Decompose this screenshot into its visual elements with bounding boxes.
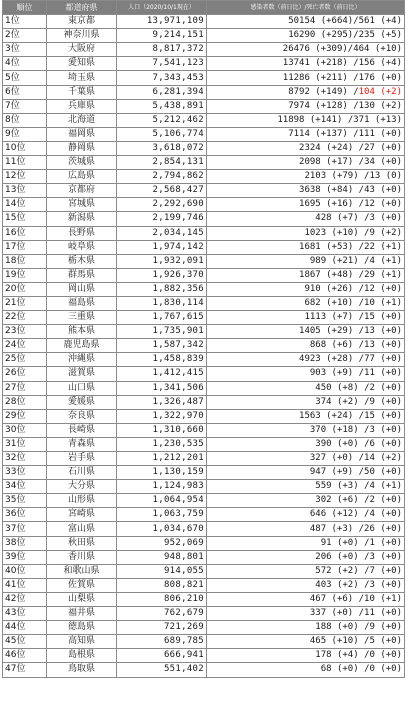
table-row <box>3 621 405 635</box>
prefecture-cell: 千葉県 <box>47 85 117 99</box>
table-row <box>3 578 405 592</box>
rank-cell: 32位 <box>3 452 47 466</box>
population-cell: 7,343,453 <box>117 71 207 85</box>
rank-cell: 4位 <box>3 57 47 71</box>
prefecture-cell: 福井県 <box>47 607 117 621</box>
population-cell: 1,932,091 <box>117 254 207 268</box>
cases-deaths-cell: 1695 (+16) /12 (+0) <box>207 198 405 212</box>
rank-cell: 44位 <box>3 621 47 635</box>
deaths-highlight: 104 (+2) <box>358 86 402 97</box>
population-cell: 1,063,759 <box>117 508 207 522</box>
rank-cell: 12位 <box>3 170 47 184</box>
population-cell: 689,785 <box>117 635 207 649</box>
cases-deaths-cell: 1023 (+10) /9 (+2) <box>207 226 405 240</box>
cases-deaths-cell: 3638 (+84) /43 (+0) <box>207 184 405 198</box>
population-cell: 1,326,487 <box>117 395 207 409</box>
prefecture-cell: 鹿児島県 <box>47 339 117 353</box>
rank-cell: 45位 <box>3 635 47 649</box>
cases-deaths-cell: 428 (+7) /3 (+0) <box>207 212 405 226</box>
table-row <box>3 592 405 606</box>
population-cell: 2,854,131 <box>117 156 207 170</box>
header-prefecture: 都道府県 <box>47 1 117 15</box>
table-row <box>3 663 405 677</box>
population-cell: 1,587,342 <box>117 339 207 353</box>
cases-deaths-cell: 390 (+0) /6 (+0) <box>207 437 405 451</box>
rank-cell: 8位 <box>3 113 47 127</box>
prefecture-cell: 山形県 <box>47 494 117 508</box>
population-cell: 6,281,394 <box>117 85 207 99</box>
header-row <box>3 1 405 15</box>
table-row <box>3 494 405 508</box>
population-cell: 7,541,123 <box>117 57 207 71</box>
population-cell: 1,322,970 <box>117 409 207 423</box>
table-row <box>3 268 405 282</box>
table-row <box>3 184 405 198</box>
population-cell: 721,269 <box>117 621 207 635</box>
header-cases-deaths: 感染者数（前日比）/死亡者数（前日比） <box>207 1 405 15</box>
rank-cell: 7位 <box>3 99 47 113</box>
population-cell: 2,794,862 <box>117 170 207 184</box>
table-row <box>3 170 405 184</box>
prefecture-cell: 滋賀県 <box>47 367 117 381</box>
prefecture-cell: 鳥取県 <box>47 663 117 677</box>
prefecture-cell: 熊本県 <box>47 325 117 339</box>
prefecture-cell: 山梨県 <box>47 592 117 606</box>
rank-cell: 3位 <box>3 43 47 57</box>
table-row <box>3 437 405 451</box>
cases-deaths-cell: 26476 (+309)/464 (+10) <box>207 43 405 57</box>
prefecture-cell: 茨城県 <box>47 156 117 170</box>
rank-cell: 21位 <box>3 296 47 310</box>
rank-cell: 38位 <box>3 536 47 550</box>
prefecture-cell: 宮崎県 <box>47 508 117 522</box>
cases-deaths-cell: 68 (+0) /0 (+0) <box>207 663 405 677</box>
cases-deaths-cell: 374 (+2) /9 (+0) <box>207 395 405 409</box>
rank-cell: 46位 <box>3 649 47 663</box>
population-cell: 952,069 <box>117 536 207 550</box>
table-row <box>3 466 405 480</box>
prefecture-cell: 福島県 <box>47 296 117 310</box>
cases-deaths-cell: 646 (+12) /4 (+0) <box>207 508 405 522</box>
prefecture-cell: 大分県 <box>47 480 117 494</box>
cases-deaths-cell: 403 (+2) /3 (+0) <box>207 578 405 592</box>
cases-deaths-cell: 327 (+0) /14 (+2) <box>207 452 405 466</box>
table-row <box>3 381 405 395</box>
table-row <box>3 564 405 578</box>
population-cell: 1,458,839 <box>117 353 207 367</box>
rank-cell: 15位 <box>3 212 47 226</box>
cases-deaths-cell: 4923 (+28) /77 (+0) <box>207 353 405 367</box>
table-row <box>3 85 405 99</box>
cases-deaths-cell: 11286 (+211) /176 (+0) <box>207 71 405 85</box>
cases-deaths-cell: 1681 (+53) /22 (+1) <box>207 240 405 254</box>
prefecture-cell: 山口県 <box>47 381 117 395</box>
table-row <box>3 99 405 113</box>
cases-deaths-cell: 206 (+0) /3 (+0) <box>207 550 405 564</box>
cases-deaths-cell: 989 (+21) /4 (+1) <box>207 254 405 268</box>
table-row <box>3 522 405 536</box>
population-cell: 914,055 <box>117 564 207 578</box>
cases-deaths-cell: 682 (+10) /10 (+1) <box>207 296 405 310</box>
table-row <box>3 240 405 254</box>
cases-deaths-cell: 903 (+9) /11 (+0) <box>207 367 405 381</box>
prefecture-cell: 秋田県 <box>47 536 117 550</box>
table-row <box>3 141 405 155</box>
cases-deaths-cell: 7114 (+137) /111 (+0) <box>207 127 405 141</box>
rank-cell: 11位 <box>3 156 47 170</box>
header-rank: 順位 <box>3 1 47 15</box>
cases-deaths-cell: 868 (+6) /13 (+0) <box>207 339 405 353</box>
prefecture-cell: 栃木県 <box>47 254 117 268</box>
population-cell: 1,830,114 <box>117 296 207 310</box>
table-row <box>3 367 405 381</box>
rank-cell: 43位 <box>3 607 47 621</box>
cases-deaths-cell: 50154 (+664)/561 (+4) <box>207 15 405 29</box>
cases-deaths-cell: 188 (+0) /9 (+0) <box>207 621 405 635</box>
table-row <box>3 480 405 494</box>
cases-deaths-cell: 2324 (+24) /27 (+0) <box>207 141 405 155</box>
table-row <box>3 311 405 325</box>
table-row <box>3 452 405 466</box>
rank-cell: 20位 <box>3 282 47 296</box>
rank-cell: 16位 <box>3 226 47 240</box>
prefecture-cell: 青森県 <box>47 437 117 451</box>
prefecture-cell: 新潟県 <box>47 212 117 226</box>
cases-deaths-cell: 370 (+18) /3 (+0) <box>207 423 405 437</box>
prefecture-cell: 三重県 <box>47 311 117 325</box>
table-row <box>3 635 405 649</box>
population-cell: 762,679 <box>117 607 207 621</box>
prefecture-cell: 愛媛県 <box>47 395 117 409</box>
population-cell: 2,199,746 <box>117 212 207 226</box>
prefecture-cell: 北海道 <box>47 113 117 127</box>
rank-cell: 29位 <box>3 409 47 423</box>
cases-deaths-cell: 178 (+4) /0 (+0) <box>207 649 405 663</box>
rank-cell: 2位 <box>3 29 47 43</box>
rank-cell: 5位 <box>3 71 47 85</box>
population-cell: 5,438,891 <box>117 99 207 113</box>
table-row <box>3 409 405 423</box>
population-cell: 1,882,356 <box>117 282 207 296</box>
prefecture-cell: 群馬県 <box>47 268 117 282</box>
rank-cell: 47位 <box>3 663 47 677</box>
population-cell: 806,210 <box>117 592 207 606</box>
prefecture-cell: 香川県 <box>47 550 117 564</box>
table-row <box>3 607 405 621</box>
cases-deaths-cell: 2103 (+79) /13 (0) <box>207 170 405 184</box>
table-row <box>3 43 405 57</box>
prefecture-cell: 岐阜県 <box>47 240 117 254</box>
cases-deaths-cell: 337 (+0) /11 (+0) <box>207 607 405 621</box>
table-row <box>3 226 405 240</box>
population-cell: 551,402 <box>117 663 207 677</box>
table-row <box>3 353 405 367</box>
rank-cell: 27位 <box>3 381 47 395</box>
population-cell: 1,130,159 <box>117 466 207 480</box>
cases-deaths-cell: 1113 (+7) /15 (+0) <box>207 311 405 325</box>
population-cell: 9,214,151 <box>117 29 207 43</box>
prefecture-cell: 石川県 <box>47 466 117 480</box>
cases-deaths-cell: 572 (+2) /7 (+0) <box>207 564 405 578</box>
rank-cell: 35位 <box>3 494 47 508</box>
population-cell: 8,817,372 <box>117 43 207 57</box>
prefecture-cell: 岡山県 <box>47 282 117 296</box>
population-cell: 2,034,145 <box>117 226 207 240</box>
table-row <box>3 339 405 353</box>
rank-cell: 37位 <box>3 522 47 536</box>
cases-deaths-cell: 1867 (+48) /29 (+1) <box>207 268 405 282</box>
table-row <box>3 15 405 29</box>
table-row <box>3 127 405 141</box>
population-cell: 5,212,462 <box>117 113 207 127</box>
population-cell: 1,212,201 <box>117 452 207 466</box>
rank-cell: 23位 <box>3 325 47 339</box>
rank-cell: 14位 <box>3 198 47 212</box>
cases-deaths-cell: 16290 (+295)/235 (+5) <box>207 29 405 43</box>
rank-cell: 1位 <box>3 15 47 29</box>
cases-deaths-cell: 2098 (+17) /34 (+0) <box>207 156 405 170</box>
prefecture-cell: 奈良県 <box>47 409 117 423</box>
rank-cell: 24位 <box>3 339 47 353</box>
table-row <box>3 649 405 663</box>
table-row <box>3 550 405 564</box>
population-cell: 3,618,072 <box>117 141 207 155</box>
prefecture-cell: 高知県 <box>47 635 117 649</box>
rank-cell: 19位 <box>3 268 47 282</box>
table-row <box>3 71 405 85</box>
population-cell: 2,568,427 <box>117 184 207 198</box>
rank-cell: 36位 <box>3 508 47 522</box>
prefecture-cell: 富山県 <box>47 522 117 536</box>
covid-prefecture-table <box>2 0 405 678</box>
population-cell: 13,971,109 <box>117 15 207 29</box>
prefecture-cell: 島根県 <box>47 649 117 663</box>
population-cell: 1,767,615 <box>117 311 207 325</box>
cases-deaths-cell: 91 (+0) /1 (+0) <box>207 536 405 550</box>
rank-cell: 22位 <box>3 311 47 325</box>
cases-deaths-cell: 302 (+6) /2 (+0) <box>207 494 405 508</box>
prefecture-cell: 兵庫県 <box>47 99 117 113</box>
rank-cell: 33位 <box>3 466 47 480</box>
table-row <box>3 29 405 43</box>
cases-deaths-cell: 559 (+3) /4 (+1) <box>207 480 405 494</box>
table-row <box>3 325 405 339</box>
population-cell: 1,310,660 <box>117 423 207 437</box>
cases-deaths-cell: 1563 (+24) /15 (+0) <box>207 409 405 423</box>
table-row <box>3 508 405 522</box>
cases-deaths-cell: 7974 (+128) /130 (+2) <box>207 99 405 113</box>
cases-deaths-cell: 13741 (+218) /156 (+4) <box>207 57 405 71</box>
table-row <box>3 282 405 296</box>
population-cell: 808,821 <box>117 578 207 592</box>
rank-cell: 6位 <box>3 85 47 99</box>
prefecture-cell: 岩手県 <box>47 452 117 466</box>
table-row <box>3 296 405 310</box>
rank-cell: 30位 <box>3 423 47 437</box>
table-row <box>3 57 405 71</box>
population-cell: 666,941 <box>117 649 207 663</box>
population-cell: 1,926,370 <box>117 268 207 282</box>
rank-cell: 41位 <box>3 578 47 592</box>
rank-cell: 9位 <box>3 127 47 141</box>
rank-cell: 40位 <box>3 564 47 578</box>
rank-cell: 13位 <box>3 184 47 198</box>
population-cell: 2,292,690 <box>117 198 207 212</box>
cases-deaths-cell: 910 (+26) /12 (+0) <box>207 282 405 296</box>
table-row <box>3 423 405 437</box>
rank-cell: 17位 <box>3 240 47 254</box>
population-cell: 5,106,774 <box>117 127 207 141</box>
prefecture-cell: 長野県 <box>47 226 117 240</box>
table-row <box>3 212 405 226</box>
rank-cell: 42位 <box>3 592 47 606</box>
prefecture-cell: 京都府 <box>47 184 117 198</box>
rank-cell: 39位 <box>3 550 47 564</box>
population-cell: 1,341,506 <box>117 381 207 395</box>
table-row <box>3 254 405 268</box>
population-cell: 1,034,670 <box>117 522 207 536</box>
cases-deaths-cell: 11898 (+141) /371 (+13) <box>207 113 405 127</box>
prefecture-cell: 静岡県 <box>47 141 117 155</box>
rank-cell: 31位 <box>3 437 47 451</box>
population-cell: 1,230,535 <box>117 437 207 451</box>
population-cell: 1,974,142 <box>117 240 207 254</box>
rank-cell: 25位 <box>3 353 47 367</box>
cases-deaths-cell: 450 (+8) /2 (+0) <box>207 381 405 395</box>
rank-cell: 10位 <box>3 141 47 155</box>
prefecture-cell: 宮城県 <box>47 198 117 212</box>
cases-deaths-cell: 947 (+9) /50 (+0) <box>207 466 405 480</box>
prefecture-cell: 東京都 <box>47 15 117 29</box>
population-cell: 1,412,415 <box>117 367 207 381</box>
header-population: 人口（2020/10/1現在） <box>117 1 207 15</box>
cases-deaths-cell <box>207 85 405 99</box>
prefecture-cell: 愛知県 <box>47 57 117 71</box>
rank-cell: 26位 <box>3 367 47 381</box>
prefecture-cell: 沖縄県 <box>47 353 117 367</box>
rank-cell: 18位 <box>3 254 47 268</box>
prefecture-cell: 徳島県 <box>47 621 117 635</box>
table-row <box>3 113 405 127</box>
rank-cell: 28位 <box>3 395 47 409</box>
prefecture-cell: 広島県 <box>47 170 117 184</box>
cases-deaths-cell: 1405 (+29) /13 (+0) <box>207 325 405 339</box>
rank-cell: 34位 <box>3 480 47 494</box>
cases-text: 8792 (+149) / <box>288 86 359 97</box>
population-cell: 948,801 <box>117 550 207 564</box>
prefecture-cell: 佐賀県 <box>47 578 117 592</box>
prefecture-cell: 和歌山県 <box>47 564 117 578</box>
population-cell: 1,124,983 <box>117 480 207 494</box>
cases-deaths-cell: 465 (+10) /5 (+0) <box>207 635 405 649</box>
prefecture-cell: 大阪府 <box>47 43 117 57</box>
table-row <box>3 395 405 409</box>
population-cell: 1,735,901 <box>117 325 207 339</box>
cases-deaths-cell: 467 (+6) /10 (+1) <box>207 592 405 606</box>
table-row <box>3 198 405 212</box>
prefecture-cell: 埼玉県 <box>47 71 117 85</box>
table-body <box>3 15 405 677</box>
population-cell: 1,064,954 <box>117 494 207 508</box>
prefecture-cell: 長崎県 <box>47 423 117 437</box>
table-row <box>3 156 405 170</box>
cases-deaths-cell: 487 (+3) /26 (+0) <box>207 522 405 536</box>
prefecture-cell: 神奈川県 <box>47 29 117 43</box>
prefecture-cell: 福岡県 <box>47 127 117 141</box>
table-row <box>3 536 405 550</box>
